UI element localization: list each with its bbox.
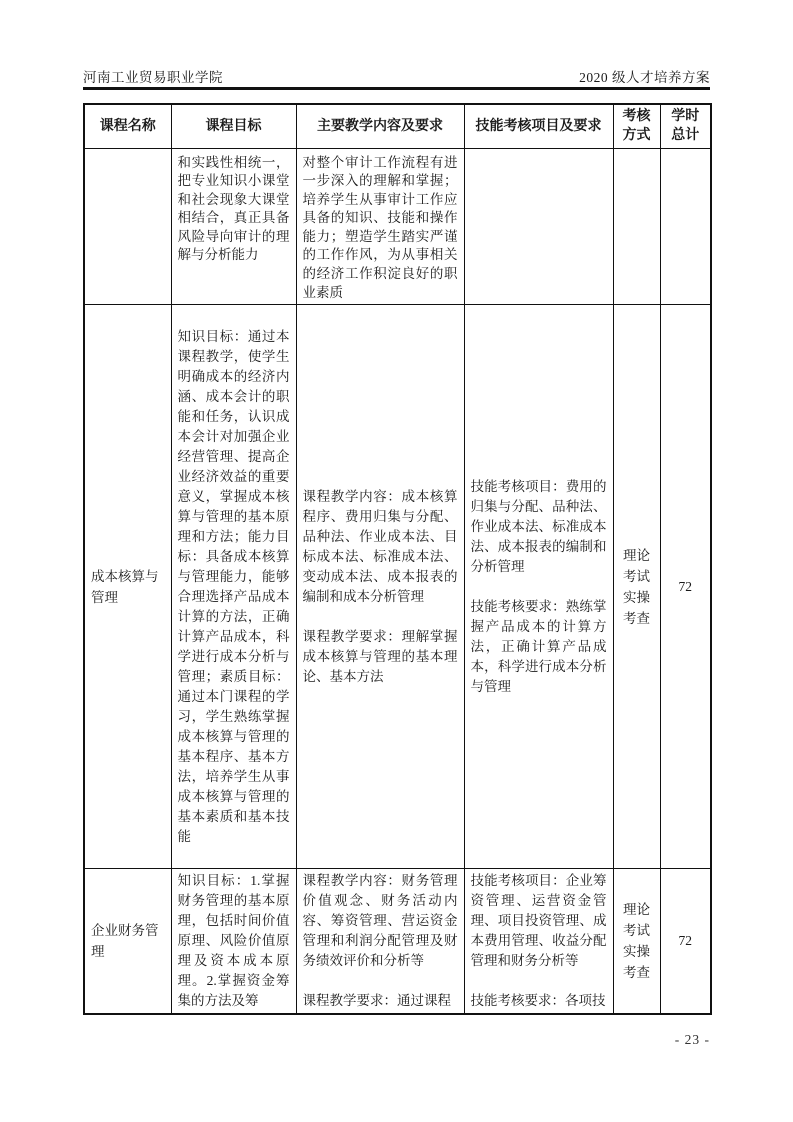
method-line: 考查 — [623, 965, 650, 981]
course-table — [83, 103, 712, 1015]
col-header-assessment-method: 考核方式 — [613, 104, 660, 148]
teaching-content-paragraph: 课程教学内容：成本核算程序、费用归集与分配、品种法、作业成本法、目标成本法、标准成本法、变动成本法、成本报表的编制和成本分析管理 — [302, 488, 458, 604]
col-header-course-name: 课程名称 — [84, 104, 171, 148]
cell-teaching-content — [296, 148, 464, 305]
objectives-text: 和实践性相统一，把专业知识小课堂和社会现象大课堂相结合，真正具备风险导向审计的理解与分析能力 — [177, 154, 290, 263]
header-school-name: 河南工业贸易职业学院 — [83, 70, 223, 85]
col-header-course-objectives: 课程目标 — [171, 104, 296, 148]
method-line: 考查 — [623, 610, 650, 626]
table-row — [84, 148, 711, 305]
page-header — [83, 66, 710, 86]
cell-course-name — [84, 869, 171, 1015]
teaching-requirements-paragraph: 课程教学要求：通过课程 — [302, 993, 451, 1009]
teaching-requirements-paragraph: 课程教学要求：理解掌握成本核算与管理的基本理论、基本方法 — [302, 628, 458, 684]
skill-items-paragraph: 技能考核项目：企业筹资管理、运营资金管理、项目投资管理、成本费用管理、收益分配管理和财务分析等 — [470, 873, 607, 969]
cell-skill-assessment — [464, 148, 613, 305]
course-name-text: 成本核算与管理 — [91, 568, 159, 605]
header-rule — [83, 87, 710, 90]
table-header-row — [84, 104, 711, 148]
objectives-text: 知识目标：1.掌握财务管理的基本原理，包括时间价值原理、风险价值原理及资本成本原理。2.掌握资金筹集的方法及筹 — [177, 873, 290, 1009]
cell-skill-assessment — [464, 869, 613, 1015]
cell-total-hours — [660, 148, 711, 305]
method-line: 理论 — [623, 547, 650, 563]
teaching-content-paragraph: 课程教学内容：财务管理价值观念、财务活动内容、筹资管理、营运资金管理和利润分配管理及财务绩效评价和分析等 — [302, 873, 458, 969]
skill-requirements-paragraph: 技能考核要求：熟练掌握产品成本的计算方法，正确计算产品成本，科学进行成本分析与管理 — [470, 598, 607, 694]
cell-course-name — [84, 148, 171, 305]
cell-course-objectives — [171, 305, 296, 869]
col-header-total-hours: 学时总计 — [660, 104, 711, 148]
header-document-title: 2020 级人才培养方案 — [579, 70, 710, 85]
cell-assessment-method — [613, 148, 660, 305]
course-name-text: 企业财务管理 — [91, 923, 159, 960]
cell-total-hours: 72 — [660, 869, 711, 1015]
teaching-content-text: 对整个审计工作流程有进一步深入的理解和掌握；培养学生从事审计工作应具备的知识、技能和操作能力；塑造学生踏实严谨的工作作风，为从事相关的经济工作积淀良好的职业素质 — [302, 154, 458, 300]
table-row — [84, 869, 711, 1015]
method-line: 实操 — [623, 944, 650, 960]
cell-course-name — [84, 305, 171, 869]
cell-assessment-method — [613, 305, 660, 869]
table-row — [84, 305, 711, 869]
cell-skill-assessment — [464, 305, 613, 869]
cell-teaching-content — [296, 869, 464, 1015]
cell-assessment-method — [613, 869, 660, 1015]
method-line: 理论 — [623, 902, 650, 918]
cell-course-objectives — [171, 869, 296, 1015]
method-line: 实操 — [623, 589, 650, 605]
cell-course-objectives — [171, 148, 296, 305]
method-line: 考试 — [623, 923, 650, 939]
cell-total-hours: 72 — [660, 305, 711, 869]
method-line: 考试 — [623, 568, 650, 584]
col-header-teaching-content: 主要教学内容及要求 — [296, 104, 464, 148]
page-number: - 23 - — [674, 1032, 710, 1047]
objectives-text: 知识目标：通过本课程教学，使学生明确成本的经济内涵、成本会计的职能和任务，认识成本会计对加强企业经营管理、提高企业经济效益的重要意义，掌握成本核算与管理的基本原理和方法；能力目标：具备成本核算与管理能力，能够合理选择产品成本计算的方法，正确计算产品成本，科学进行成本分析与管理；素质目标：通过本门课程的学习，学生熟练掌握成本核算与管理的基本程序、基本方法，培养学生从事成本核算与管理的基本素质和基本技能 — [177, 328, 290, 844]
cell-teaching-content — [296, 305, 464, 869]
skill-requirements-paragraph: 技能考核要求：各项技 — [470, 993, 606, 1009]
col-header-skill-assessment: 技能考核项目及要求 — [464, 104, 613, 148]
skill-items-paragraph: 技能考核项目：费用的归集与分配、品种法、作业成本法、标准成本法、成本报表的编制和分析管理 — [470, 478, 607, 574]
page-footer — [83, 1032, 710, 1048]
